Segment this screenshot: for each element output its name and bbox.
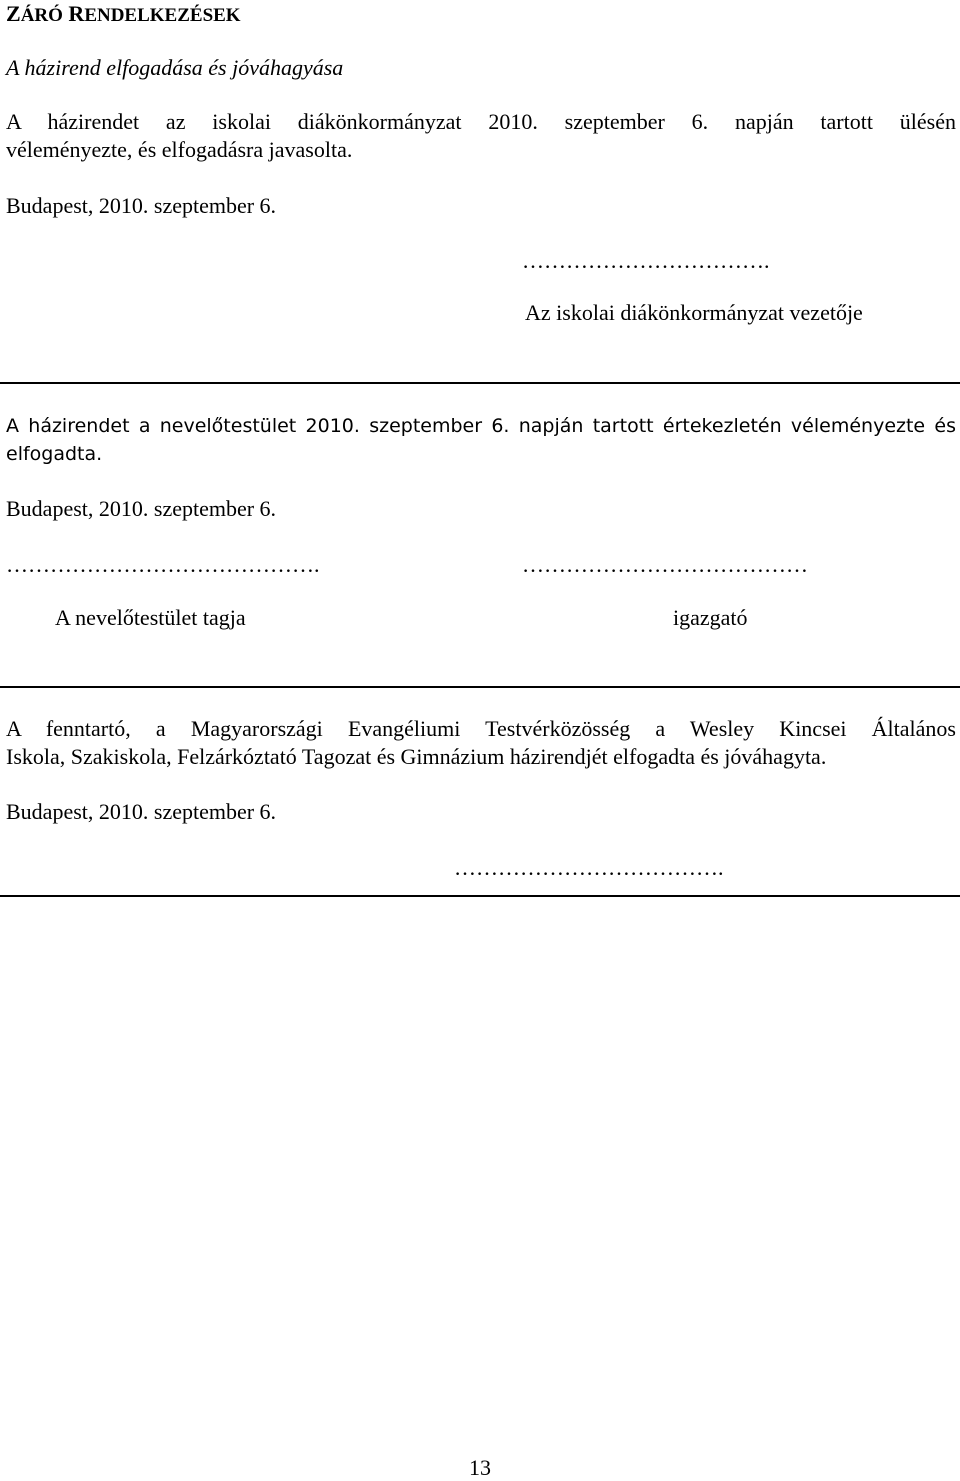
maintainer-text-line-1: A fenntartó, a Magyarországi Evangéliumi Testvérközösség a Wesley Kincsei Általános [6,716,956,741]
student-council-text-line-1: A házirendet az iskolai diákönkormányzat 2010. szeptember 6. napján tartott ülésén [6,109,956,134]
student-council-signature-label: Az iskolai diákönkormányzat vezetője [525,300,863,325]
staff-text-line-2: elfogadta. [6,443,103,465]
staff-member-signature-label: A nevelőtestület tagja [55,605,246,630]
divider-rule [0,382,960,384]
page-number: 13 [469,1455,491,1480]
maintainer-place-date: Budapest, 2010. szeptember 6. [6,799,277,824]
maintainer-text-line-2: Iskola, Szakiskola, Felzárkóztató Tagozat és Gimnázium házirendjét elfogadta és jóváhagyta. [6,744,827,769]
divider-rule [0,895,960,897]
staff-member-signature-line: ……………………………………. [6,552,320,577]
section-heading: ZÁRÓ RENDELKEZÉSEK [6,1,241,26]
principal-signature-label: igazgató [673,605,748,630]
student-council-signature-line: ……………………………. [522,248,770,273]
student-council-text-line-2: véleményezte, és elfogadásra javasolta. [6,137,353,162]
staff-text-line-1: A házirendet a nevelőtestület 2010. szeptember 6. napján tartott értekezletén véleményezte és [6,415,956,437]
student-council-place-date: Budapest, 2010. szeptember 6. [6,193,277,218]
maintainer-signature-line: ………………………………. [454,855,724,880]
section-subheading: A házirend elfogadása és jóváhagyása [6,55,344,80]
principal-signature-line: ………………………………… [522,552,808,577]
divider-rule [0,686,960,688]
staff-place-date: Budapest, 2010. szeptember 6. [6,496,277,521]
